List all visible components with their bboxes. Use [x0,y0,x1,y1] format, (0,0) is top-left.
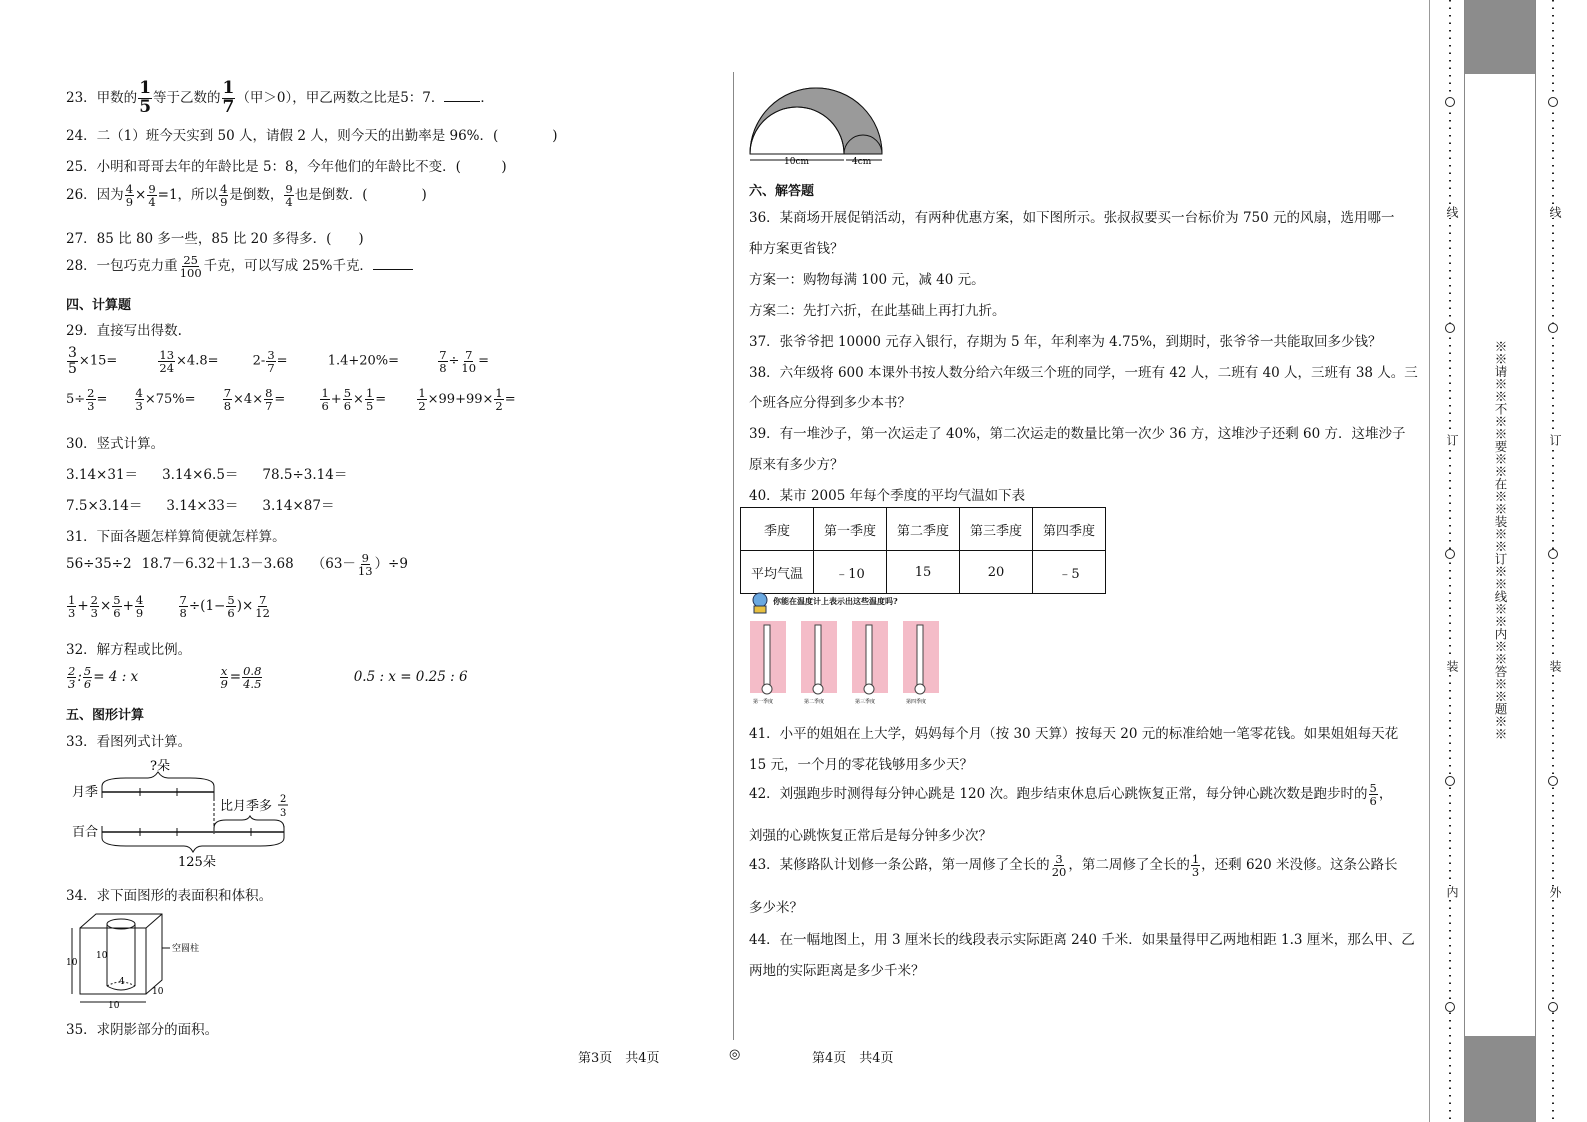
question-43-line1: 43．某修路队计划修一条公路，第一周修了全长的 $\frac{3}{20}$ ，第二周修了全长的 $\frac{1}{3}$ ，还剩 620 米没修。这条公路长 [749,852,1398,880]
binding-inner-3: 装 [1445,660,1459,672]
question-25: 25．小明和哥哥去年的年龄比是 5：8，今年他们的年龄比不变．( ) [66,159,507,175]
svg-text:第二季度: 第二季度 [804,699,825,705]
question-26: 26．因为 $\frac{4}{9}$ × $\frac{9}{4}$ =1，所以 $\frac{4}{9}$ 是倒数， $\frac{9}{4}$ 也是倒数．( ) [66,182,427,210]
question-34: 34．求下面图形的表面积和体积。 [66,888,273,904]
temperature-table [740,507,1106,594]
q34-cube-figure [66,908,206,1008]
svg-text:10cm: 10cm [784,157,810,166]
question-43-line2: 多少米？ [749,900,803,916]
q31-row1: 56÷35÷2 18.7－6.32＋1.3－3.68 （63－ $\frac{9}{13}$ ）÷9 [66,551,408,579]
question-40: 40．某市 2005 年每个季度的平均气温如下表 [749,488,1026,504]
svg-text:4cm: 4cm [852,157,872,166]
binding-outer-4: 外 [1548,886,1562,898]
table-cell: 第四季度 [1033,508,1106,551]
svg-text:10: 10 [108,1001,120,1008]
question-33: 33．看图列式计算。 [66,734,192,750]
section-4-title: 四、计算题 [66,298,132,313]
mascot-icon [750,592,770,614]
svg-text:10: 10 [66,958,78,968]
question-36-line2: 种方案更省钱？ [749,241,844,257]
table-row [741,551,1106,594]
section-5-title: 五、图形计算 [66,708,145,723]
binding-notice: ※※请※※不※※要※※在※※装※※订※※线※※内※※答※※题※※ [1493,340,1508,740]
answer-blank[interactable] [373,257,413,270]
binding-dotted-lines [1440,0,1570,1122]
more-label: 比月季多 [220,799,273,814]
table-cell: 15 [887,551,960,594]
q30-row1: 3.14×31＝ 3.14×6.5＝ 78.5÷3.14＝ [66,467,348,483]
svg-text:3: 3 [280,808,287,819]
thermometer-3 [852,621,888,705]
svg-text:第一季度: 第一季度 [753,699,774,705]
thermometer-2 [801,621,837,705]
question-41-line1: 41．小平的姐姐在上大学，妈妈每个月（按 30 天算）按每天 20 元的标准给她一笔零花钱。如果姐姐每天花 [749,726,1399,742]
binding-inner-2: 订 [1445,434,1459,446]
svg-text:10: 10 [152,987,164,997]
question-24: 24．二（1）班今天实到 50 人，请假 2 人，则今天的出勤率是 96%．( ) [66,128,558,144]
question-27: 27．85 比 80 多一些，85 比 20 多得多．( ) [66,231,364,247]
question-39-line1: 39．有一堆沙子，第一次运走了 40%，第二次运走的数量比第一次少 36 方，这堆沙子还剩 60 方．这堆沙子 [749,426,1406,442]
table-cell: 20 [960,551,1033,594]
page-divider [733,72,734,1040]
svg-text:空圆柱: 空圆柱 [172,944,200,954]
bottom-brace [102,838,284,852]
footer-right-page-number: 第4页 共4页 [812,1051,894,1066]
section-6-title: 六、解答题 [749,184,815,199]
table-cell: ﹣10 [814,551,887,594]
question-32: 32．解方程或比例。 [66,642,192,658]
svg-text:4: 4 [119,977,125,987]
svg-text:2: 2 [280,794,287,805]
table-cell: 平均气温 [741,551,814,594]
question-42-line1: 42．刘强跑步时测得每分钟心跳是 120 次。跑步结束休息后心跳恢复正常，每分钟心跳次数是跑步时的 $\frac{5}{6}$ ， [749,781,1393,809]
table-cell: 第三季度 [960,508,1033,551]
question-30: 30．竖式计算。 [66,436,165,452]
question-37: 37．张爷爷把 10000 元存入银行，存期为 5 年，年利率为 4.75%，到期时，张爷爷一共能取回多少钱？ [749,334,1382,350]
table-cell: 第一季度 [814,508,887,551]
q31-row2: $\frac{1}{3}$ + $\frac{2}{3}$ × $\frac{5}{6}$ + $\frac{4}{9}$ $\frac{7}{8}$ ÷(1− $\frac{5}{6}$ )× $\frac{7}{12}$ [68,593,270,621]
question-23: 23．甲数的 $\frac{1}{5}$ 等于乙数的 $\frac{1}{7}$ （甲＞0），甲乙两数之比是5：7． ． [66,78,494,117]
thermometer-group [749,619,949,713]
thermometer-4 [903,621,939,705]
q32-row: $\frac{2}{3}$ : $\frac{5}{6}$ = 4 : x $\frac{x}{9}$ = $\frac{0.8}{4.5}$ 0.5 : x = 0.25 : 6 [68,664,468,692]
q35-semicircle-figure [746,76,886,166]
yueji-label: 月季 [72,785,99,800]
q29-row1: $\frac{3}{5}$ ×15= $\frac{13}{24}$ ×4.8= 2- $\frac{3}{7}$ = 1.4+20%= $\frac{7}{8}$ ÷ $\frac{7}{10}$ = [68,345,489,377]
svg-text:10: 10 [96,951,108,961]
question-31: 31．下面各题怎样算简便就怎样算。 [66,529,286,545]
q30-row2: 7.5×3.14＝ 3.14×33＝ 3.14×87＝ [66,498,335,514]
q29-row2: 5÷ $\frac{2}{3}$ = $\frac{4}{3}$ ×75%= $\frac{7}{8}$ ×4× $\frac{8}{7}$ = $\frac{1}{6}$ + $\frac{5}{6}$ × $\frac{1}{5}$ = $\frac{1}{2}$ ×99+99× $\frac{1}{2}$ = [66,386,516,414]
binding-inner-1: 线 [1445,206,1459,218]
answer-blank[interactable] [444,89,480,102]
question-38-line1: 38．六年级将 600 本课外书按人数分给六年级三个班的同学，一班有 42 人，二班有 40 人，三班有 38 人。三 [749,365,1418,381]
table-header-row [741,508,1106,551]
question-36-line1: 36．某商场开展促销活动，有两种优惠方案，如下图所示。张叔叔要买一台标价为 750 元的风扇，选用哪一 [749,210,1395,226]
binding-outer-3: 装 [1548,660,1562,672]
question-44-line1: 44．在一幅地图上，用 3 厘米长的线段表示实际距离 240 千米．如果量得甲乙两地相距 1.3 厘米，那么甲、乙 [749,932,1415,948]
table-cell: 第二季度 [887,508,960,551]
question-29: 29．直接写出得数. [66,323,182,339]
question-38-line2: 个班各应分得到多少本书？ [749,395,911,411]
binding-inner-4: 内 [1445,886,1459,898]
question-28: 28．一包巧克力重 $\frac{25}{100}$ 千克，可以写成 25%千克． [66,254,413,279]
question-35: 35．求阴影部分的面积。 [66,1022,219,1038]
q33-top-label: ?朵 [150,759,170,774]
thermometer-caption: 你能在温度计上表示出这些温度吗? [773,596,898,606]
table-cell: 季度 [741,508,814,551]
thermometer-1 [750,621,786,705]
question-41-line2: 15 元，一个月的零花钱够用多少天？ [749,757,973,773]
top-brace [102,772,214,786]
baihe-label: 百合 [72,825,99,840]
binding-outer-1: 线 [1548,206,1562,218]
question-39-line2: 原来有多少方？ [749,457,844,473]
svg-text:第三季度: 第三季度 [855,699,876,705]
question-36-plan1: 方案一：购物每满 100 元，减 40 元。 [749,272,985,288]
table-cell: ﹣5 [1033,551,1106,594]
more-brace [214,816,284,828]
q33-bottom-label: 125朵 [178,855,216,870]
svg-text:第四季度: 第四季度 [906,699,927,705]
question-44-line2: 两地的实际距离是多少千米？ [749,963,925,979]
question-42-line2: 刘强的心跳恢复正常后是每分钟多少次？ [749,828,992,844]
binding-outer-2: 订 [1548,434,1562,446]
footer-left-page-number: 第3页 共4页 [578,1051,660,1066]
question-36-plan2: 方案二：先打六折，在此基础上再打九折。 [749,303,1006,319]
footer-center-mark: ◎ [729,1047,741,1062]
q33-bar-diagram [66,754,306,870]
binding-left-border [1429,0,1430,1122]
